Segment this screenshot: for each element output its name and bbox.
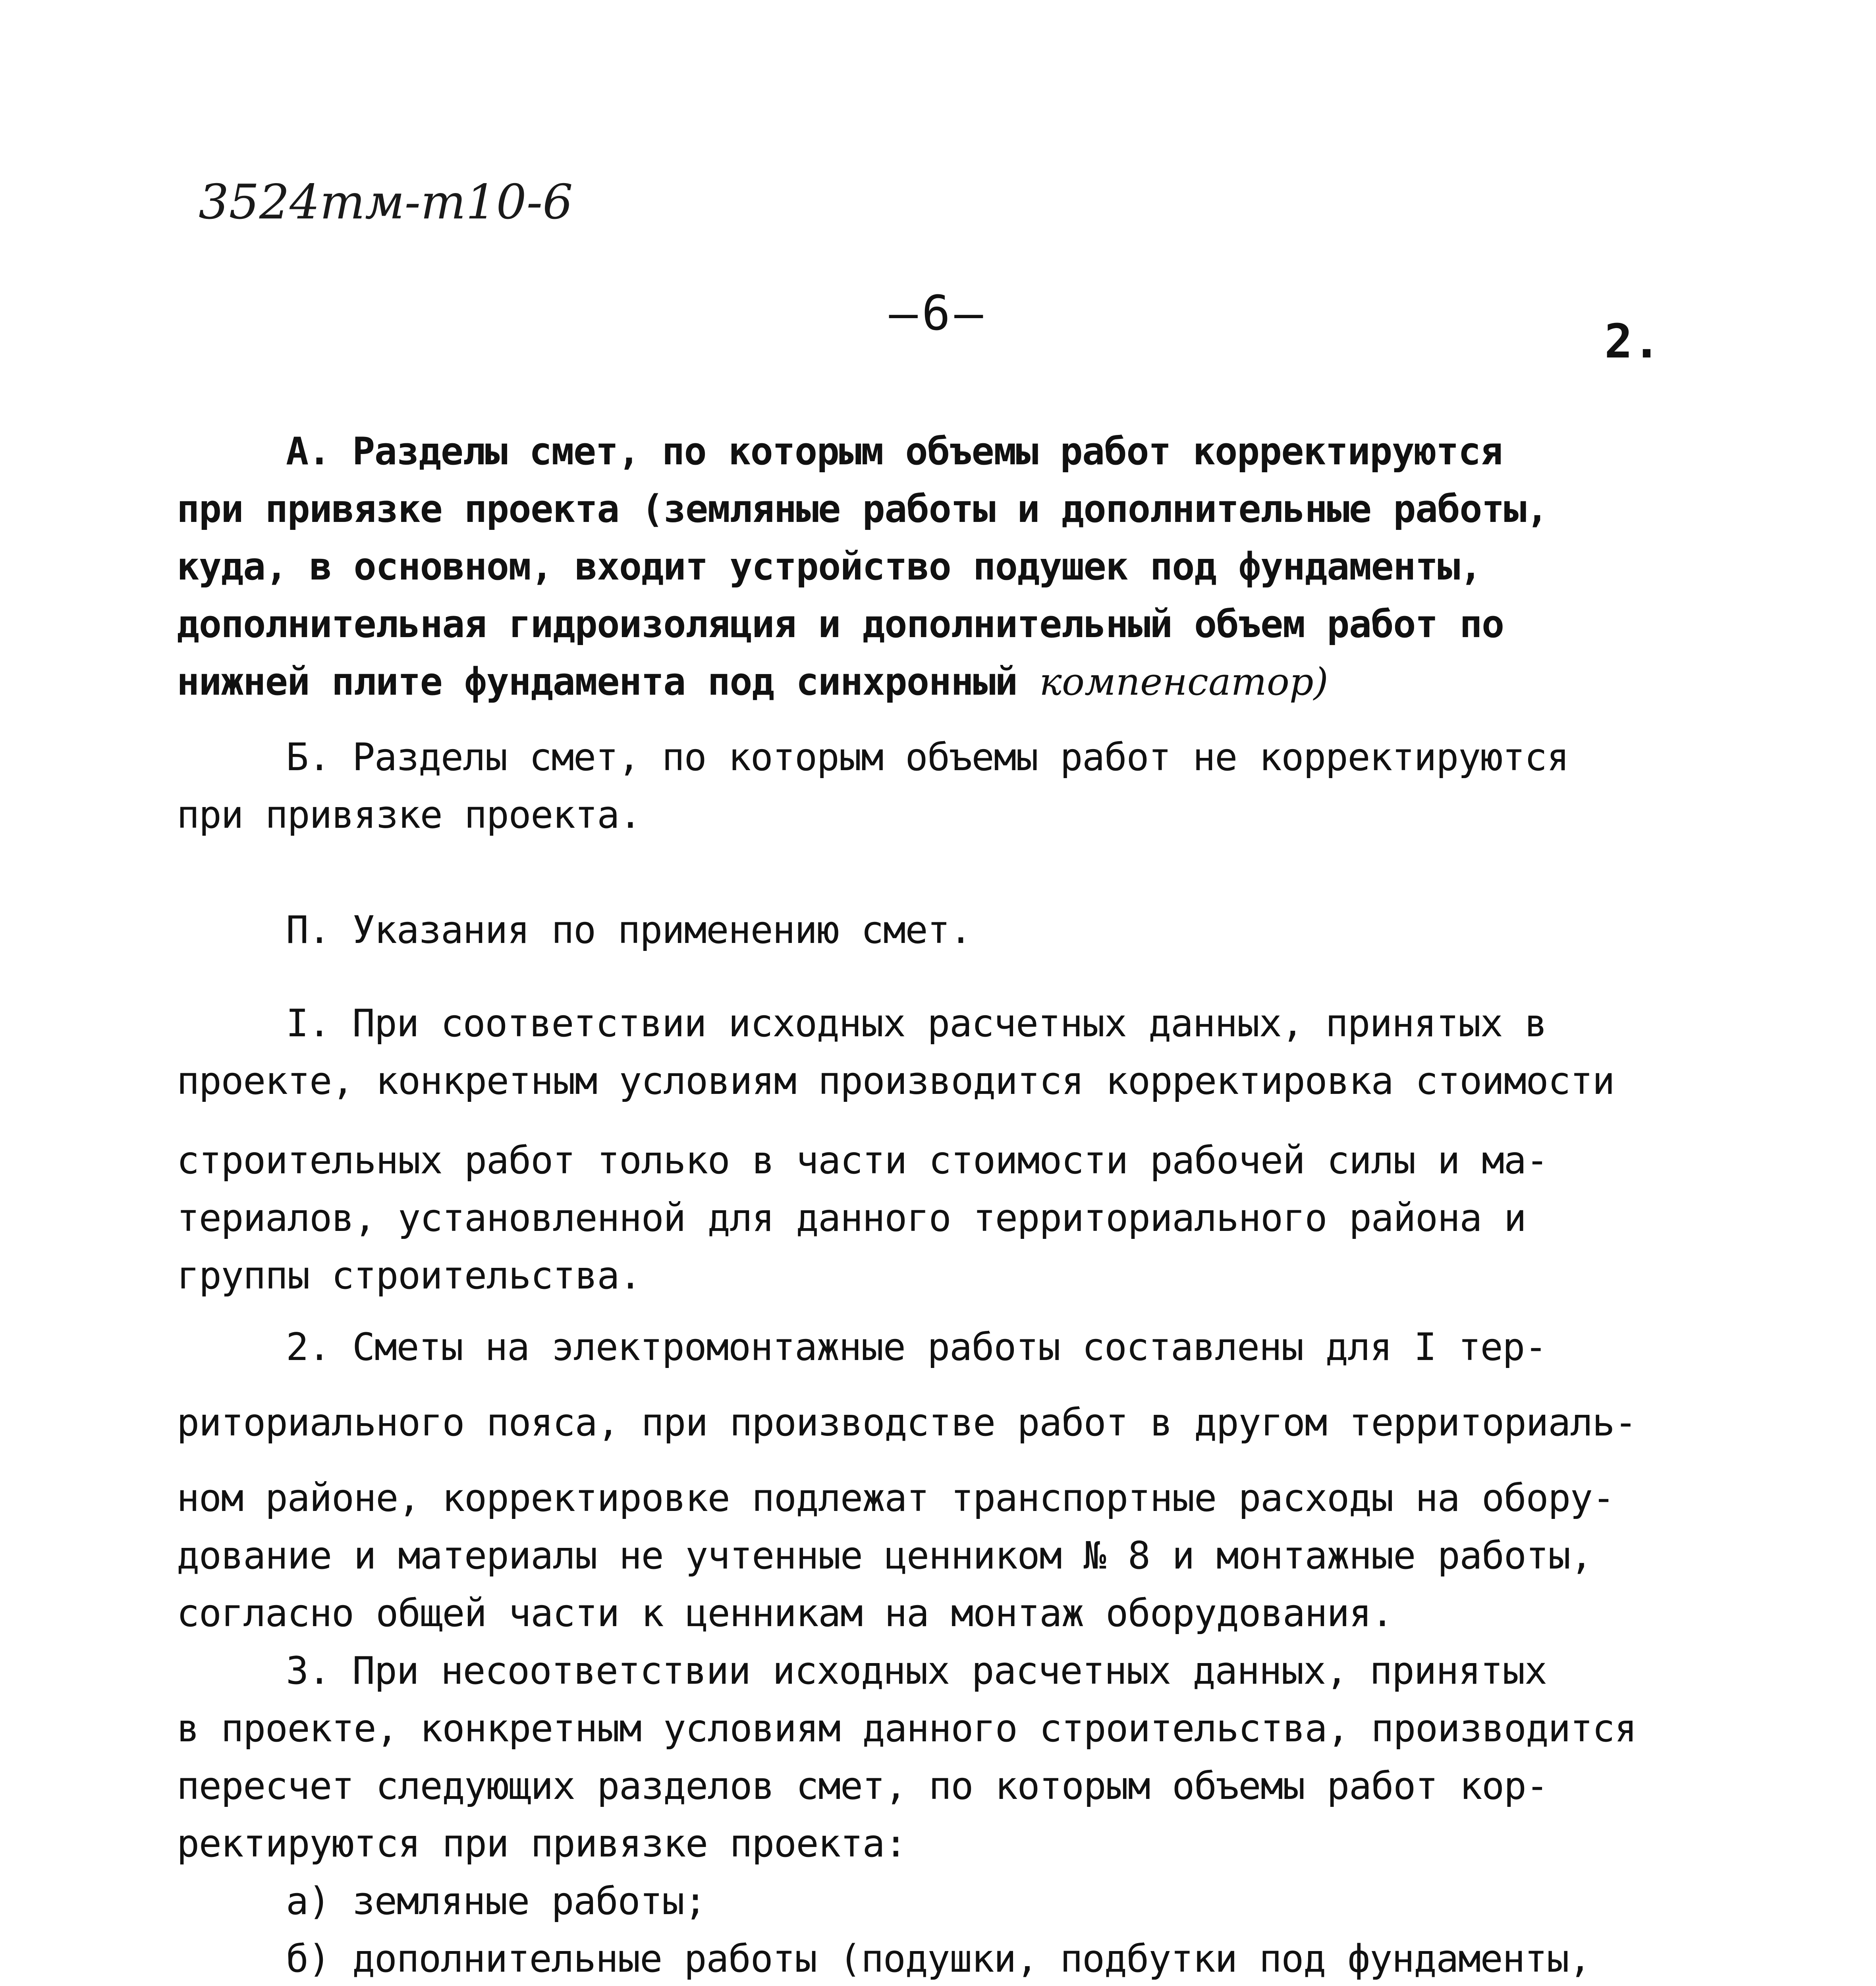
paragraph-3-item-a: а) земляные работы; bbox=[286, 1880, 706, 1923]
paragraph-3-line-4: ректируются при привязке проекта: bbox=[177, 1822, 907, 1866]
paragraph-1-line-2: проекте, конкретным условиям производится корректировка стоимости bbox=[177, 1059, 1615, 1103]
section-a-line-3: куда, в основном, входит устройство подушек под фундаменты, bbox=[177, 545, 1482, 589]
page-number: –6– bbox=[889, 286, 987, 341]
paragraph-3-line-3: пересчет следующих разделов смет, по которым объемы работ кор- bbox=[177, 1764, 1548, 1808]
paragraph-3-line-2: в проекте, конкретным условиям данного строительства, производится bbox=[177, 1707, 1637, 1750]
section-a-line-5-text: нижней плите фундамента под синхронный bbox=[177, 660, 1017, 704]
sheet-mark: 2. bbox=[1604, 314, 1661, 369]
section-2-heading: П. Указания по применению смет. bbox=[286, 908, 972, 952]
section-b-line-1: Б. Разделы смет, по которым объемы работ не корректируются bbox=[286, 736, 1569, 779]
section-a-line-1: А. Разделы смет, по которым объемы работ корректируются bbox=[286, 430, 1503, 473]
paragraph-2-line-5: согласно общей части к ценникам на монтаж оборудования. bbox=[177, 1592, 1393, 1635]
document-code: 3524тм-т10-6 bbox=[199, 175, 573, 230]
paragraph-2-line-3: ном районе, корректировке подлежат транспортные расходы на обору- bbox=[177, 1476, 1615, 1520]
paragraph-2-line-2: риториального пояса, при производстве работ в другом территориаль- bbox=[177, 1401, 1637, 1445]
paragraph-1-line-5: группы строительства. bbox=[177, 1254, 641, 1298]
section-a-line-5 bbox=[177, 660, 1328, 704]
paragraph-3-item-b-line-1: б) дополнительные работы (подушки, подбутки под фундаменты, bbox=[286, 1937, 1591, 1981]
paragraph-3-line-1: 3. При несоответствии исходных расчетных данных, принятых bbox=[286, 1649, 1547, 1693]
paragraph-1-line-3: строительных работ только в части стоимости рабочей силы и ма- bbox=[177, 1139, 1548, 1182]
handwritten-compensator-1: компенсатор) bbox=[1039, 660, 1328, 704]
paragraph-1-line-1: I. При соответствии исходных расчетных данных, принятых в bbox=[286, 1002, 1547, 1045]
paragraph-1-line-4: териалов, установленной для данного территориального района и bbox=[177, 1196, 1526, 1240]
section-a-line-4: дополнительная гидроизоляция и дополнительный объем работ по bbox=[177, 603, 1504, 646]
paragraph-2-line-1: 2. Сметы на электромонтажные работы составлены для I тер- bbox=[286, 1325, 1547, 1369]
section-b-line-2: при привязке проекта. bbox=[177, 793, 641, 837]
paragraph-2-line-4: дование и материалы не учтенные ценником № 8 и монтажные работы, bbox=[177, 1534, 1592, 1578]
section-a-line-2: при привязке проекта (земляные работы и дополнительные работы, bbox=[177, 487, 1548, 531]
